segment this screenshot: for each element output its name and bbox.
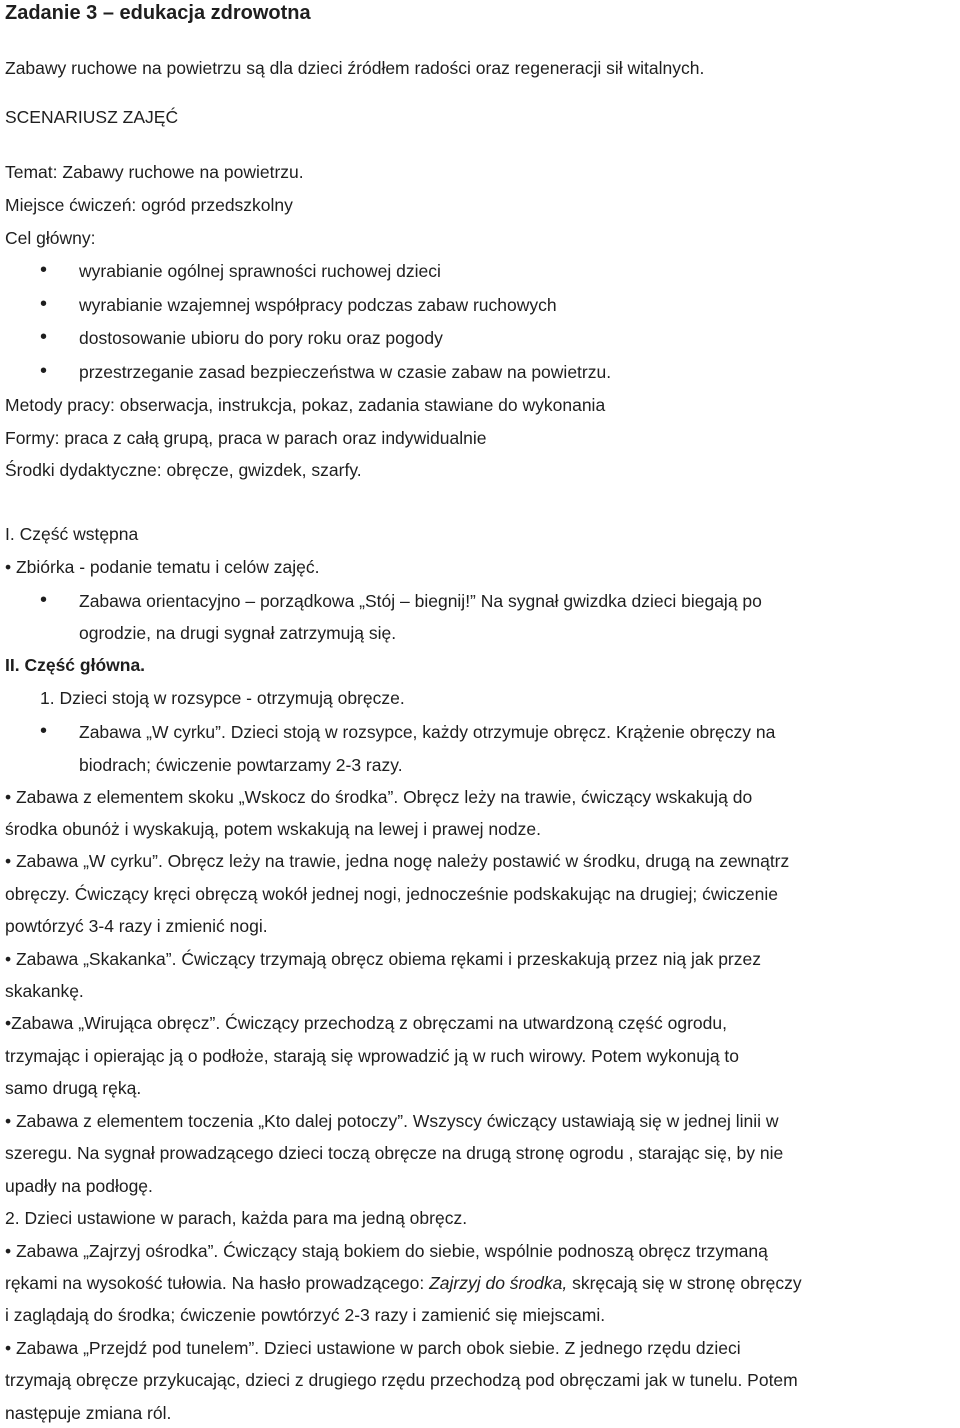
part1-game-cont: ogrodzie, na drugi sygnał zatrzymują się. [79, 623, 397, 643]
bullet-icon: • [40, 326, 48, 348]
place-line [5, 197, 293, 215]
cyrk1-line-cont: biodrach; ćwiczenie powtarzamy 2-3 razy. [79, 755, 403, 775]
goal-item: przestrzeganie zasad bezpieczeństwa w czasie zabaw na powietrzu. [79, 362, 612, 382]
wirujaca-line-cont: trzymając i opierając ją o podłoże, starają się wprowadzić ją w ruch wirowy. Potem wykonują to [5, 1046, 740, 1066]
methods-line [5, 397, 605, 415]
zajrzyj-command: Zajrzyj do środka, [429, 1273, 568, 1293]
tunel-line: • Zabawa „Przejdź pod tunelem”. Dzieci ustawione w parch obok siebie. Z jednego rzędu dzieci [5, 1338, 741, 1358]
cyrk2-line-cont: obręczy. Ćwiczący kręci obręczą wokół jednej nogi, jednocześnie podskakując na drugiej; ćwiczenie [5, 884, 778, 904]
skok-line: • Zabawa z elementem skoku „Wskocz do środka”. Obręcz leży na trawie, ćwiczący wskakują do [5, 787, 753, 807]
toczenie-line-cont: upadły na podłogę. [5, 1176, 153, 1196]
methods-value: obserwacja, instrukcja, pokaz, zadania stawiane do wykonania [114, 395, 606, 415]
page-title: Zadanie 3 – edukacja zdrowotna [5, 2, 311, 24]
bullet-icon: • [40, 259, 48, 281]
skok-line-cont: środka obunóż i wyskakują, potem wskakują na lewej i prawej nodze. [5, 819, 541, 839]
zajrzyj-line-cont: i zaglądają do środka; ćwiczenie powtórzyć 2-3 razy i zamienić się miejscami. [5, 1305, 606, 1325]
tunel-line-cont: trzymają obręcze przykucając, dzieci z drugiego rzędu przechodzą pod obręczami jak w tunelu. Potem [5, 1370, 798, 1390]
zajrzyj-text: skręcają się w stronę obręczy [567, 1273, 802, 1293]
bullet-icon: • [40, 360, 48, 382]
toczenie-line: • Zabawa z elementem toczenia „Kto dalej potoczy”. Wszyscy ćwiczący ustawiają się w jednej linii w [5, 1111, 779, 1131]
intro-text: Zabawy ruchowe na powietrzu są dla dzieci źródłem radości oraz regeneracji sił witalnych. [5, 58, 705, 78]
cyrk2-line: • Zabawa „W cyrku”. Obręcz leży na trawie, jedna nogę należy postawić w środku, drugą na zewnątrz [5, 851, 790, 871]
wirujaca-line: •Zabawa „Wirująca obręcz”. Ćwiczący przechodzą z obręczami na utwardzoną część ogrodu, [5, 1013, 727, 1033]
methods-label: Metody pracy: [5, 395, 115, 415]
bullet-icon: • [40, 589, 48, 611]
zajrzyj-line-cont [5, 1275, 802, 1293]
skakanka-line: • Zabawa „Skakanka”. Ćwiczący trzymają obręcz obiema rękami i przeskakują przez nią jak przez [5, 949, 761, 969]
cyrk1-line: Zabawa „W cyrku”. Dzieci stoją w rozsypce, każdy otrzymuje obręcz. Krążenie obręczy na [79, 722, 776, 742]
goal-label: Cel główny: [5, 228, 96, 248]
step-2: 2. Dzieci ustawione w parach, każda para ma jedną obręcz. [5, 1208, 468, 1228]
scenario-heading: SCENARIUSZ ZAJĘĆ [5, 107, 179, 127]
zajrzyj-line: • Zabawa „Zajrzyj ośrodka”. Ćwiczący stają bokiem do siebie, wspólnie podnoszą obręcz trzymaną [5, 1241, 768, 1261]
forms-line [5, 430, 487, 448]
forms-value: praca z całą grupą, praca w parach oraz indywidualnie [59, 428, 487, 448]
part1-line: • Zbiórka - podanie tematu i celów zajęć. [5, 557, 320, 577]
step-1: 1. Dzieci stoją w rozsypce - otrzymują obręcze. [40, 688, 405, 708]
tunel-line-cont: następuje zmiana ról. [5, 1403, 172, 1423]
bullet-icon: • [40, 293, 48, 315]
zajrzyj-text: rękami na wysokość tułowia. Na hasło prowadzącego: [5, 1273, 430, 1293]
topic-line: Temat: Zabawy ruchowe na powietrzu. [5, 162, 304, 182]
aids-value: obręcze, gwizdek, szarfy. [161, 460, 362, 480]
place-label: Miejsce ćwiczeń: [5, 195, 137, 215]
goal-item: wyrabianie ogólnej sprawności ruchowej dzieci [79, 261, 441, 281]
aids-line [5, 462, 362, 480]
place-value: ogród przedszkolny [136, 195, 293, 215]
cyrk2-line-cont: powtórzyć 3-4 razy i zmienić nogi. [5, 916, 268, 936]
forms-label: Formy: [5, 428, 60, 448]
part2-heading: II. Część główna. [5, 655, 146, 675]
goal-item: dostosowanie ubioru do pory roku oraz pogody [79, 328, 443, 348]
part1-game: Zabawa orientacyjno – porządkowa „Stój – biegnij!” Na sygnał gwizdka dzieci biegają po [79, 591, 762, 611]
toczenie-line-cont: szeregu. Na sygnał prowadzącego dzieci toczą obręcze na drugą stronę ogrodu , starając się, by nie [5, 1143, 784, 1163]
aids-label: Środki dydaktyczne: [5, 460, 162, 480]
skakanka-line-cont: skakankę. [5, 981, 84, 1001]
part1-heading: I. Część wstępna [5, 524, 139, 544]
wirujaca-line-cont: samo drugą ręką. [5, 1078, 142, 1098]
goal-item: wyrabianie wzajemnej współpracy podczas zabaw ruchowych [79, 295, 557, 315]
bullet-icon: • [40, 720, 48, 742]
